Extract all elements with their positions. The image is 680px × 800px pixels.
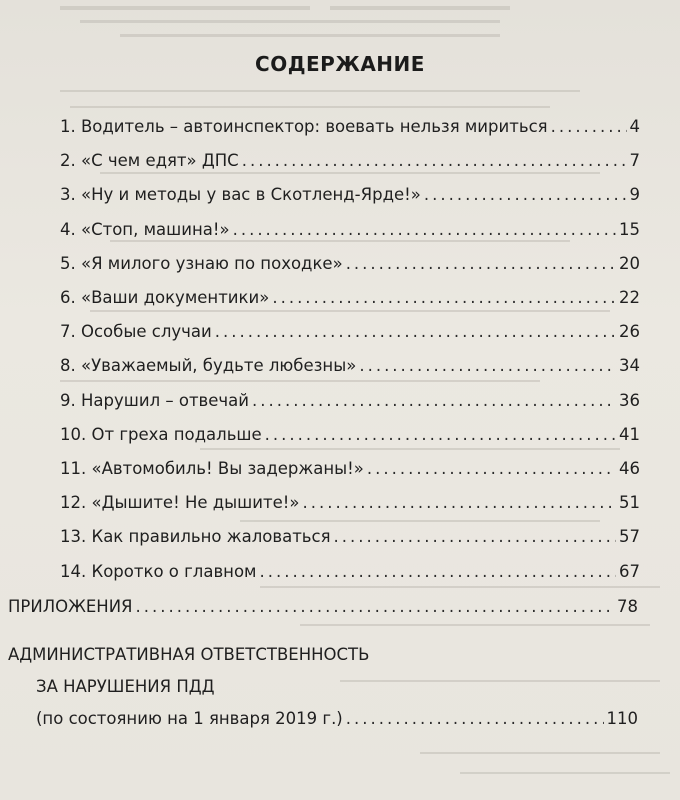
- toc-page-number: 51: [619, 493, 640, 512]
- toc-page-number: 22: [619, 288, 640, 307]
- toc-entry-title: 11. «Автомобиль! Вы задержаны!»: [60, 459, 364, 478]
- dot-leader: [136, 596, 614, 618]
- toc-chapter-row: [60, 561, 640, 583]
- toc-entry-title: ПРИЛОЖЕНИЯ: [8, 597, 133, 616]
- toc-entry-title: 10. От греха подальше: [60, 425, 262, 444]
- toc-entry-title: 14. Коротко о главном: [60, 562, 257, 581]
- toc-page-number: 34: [619, 356, 640, 375]
- dot-leader: [359, 355, 616, 377]
- toc-chapter-row: [60, 424, 640, 446]
- toc-page-number: 4: [629, 117, 640, 136]
- toc-admin-heading-line2: ЗА НАРУШЕНИЯ ПДД: [36, 677, 215, 696]
- toc-chapter-row: [60, 458, 640, 480]
- toc-chapter-row: [60, 184, 640, 206]
- toc-page-number: 15: [619, 220, 640, 239]
- dot-leader: [424, 184, 627, 206]
- dot-leader: [265, 424, 616, 446]
- toc-chapter-row: [60, 150, 640, 172]
- dot-leader: [260, 561, 616, 583]
- toc-page-number: 78: [617, 597, 638, 616]
- toc-admin-row: [36, 708, 638, 730]
- dot-leader: [242, 150, 627, 172]
- toc-entry-title: 4. «Стоп, машина!»: [60, 220, 230, 239]
- toc-entry-title: 7. Особые случаи: [60, 322, 212, 341]
- toc-page-number: 46: [619, 459, 640, 478]
- toc-chapter-row: [60, 253, 640, 275]
- toc-page-number: 67: [619, 562, 640, 581]
- toc-page-number: 9: [629, 185, 640, 204]
- toc-admin-heading-line1: АДМИНИСТРАТИВНАЯ ОТВЕТСТВЕННОСТЬ: [8, 645, 370, 664]
- toc-page-number: 57: [619, 527, 640, 546]
- toc-chapter-row: [60, 116, 640, 138]
- dot-leader: [551, 116, 627, 138]
- toc-entry-title: 9. Нарушил – отвечай: [60, 391, 250, 410]
- dot-leader: [367, 458, 616, 480]
- dot-leader: [233, 219, 616, 241]
- dot-leader: [252, 390, 616, 412]
- toc-entry-title: 1. Водитель – автоинспектор: воевать нельзя мириться: [60, 117, 548, 136]
- toc-chapter-row: [60, 492, 640, 514]
- toc-entry-title: 3. «Ну и методы у вас в Скотленд-Ярде!»: [60, 185, 421, 204]
- toc-page-number: 7: [629, 151, 640, 170]
- toc-entry-title: 5. «Я милого узнаю по походке»: [60, 254, 343, 273]
- toc-entry-title: 6. «Ваши документики»: [60, 288, 270, 307]
- dot-leader: [346, 253, 616, 275]
- toc-entry-title: 2. «С чем едят» ДПС: [60, 151, 239, 170]
- dot-leader: [215, 321, 616, 343]
- toc-chapter-row: [60, 287, 640, 309]
- dot-leader: [346, 708, 604, 730]
- toc-page-number: 20: [619, 254, 640, 273]
- toc-page-number: 110: [606, 709, 638, 728]
- toc-page-number: 36: [619, 391, 640, 410]
- dot-leader: [334, 526, 616, 548]
- page-title: СОДЕРЖАНИЕ: [255, 52, 425, 76]
- toc-chapter-row: [60, 526, 640, 548]
- toc-page-number: 41: [619, 425, 640, 444]
- toc-chapter-row: [60, 390, 640, 412]
- toc-chapter-row: [60, 219, 640, 241]
- toc-entry-title: (по состоянию на 1 января 2019 г.): [36, 709, 343, 728]
- dot-leader: [272, 287, 616, 309]
- dot-leader: [302, 492, 616, 514]
- toc-page-number: 26: [619, 322, 640, 341]
- toc-entry-title: 8. «Уважаемый, будьте любезны»: [60, 356, 357, 375]
- toc-entry-title: 13. Как правильно жаловаться: [60, 527, 331, 546]
- toc-chapter-row: [60, 321, 640, 343]
- toc-entry-title: 12. «Дышите! Не дышите!»: [60, 493, 300, 512]
- toc-appendix-row: [8, 596, 638, 618]
- toc-chapter-row: [60, 355, 640, 377]
